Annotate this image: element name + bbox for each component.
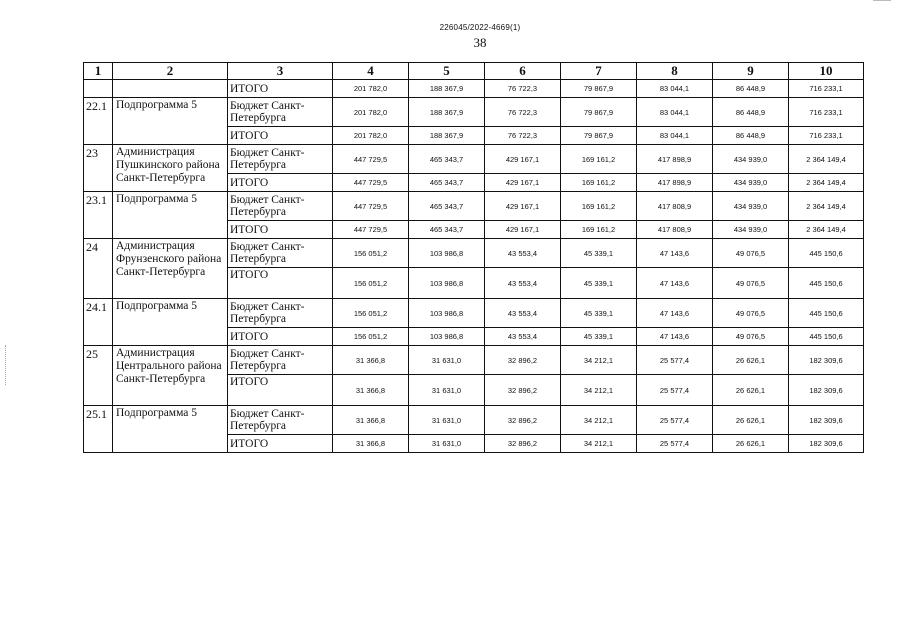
value-cell: 47 143,6 (637, 299, 713, 328)
value-cell: 188 367,9 (409, 80, 485, 98)
table-row (84, 80, 864, 98)
value-cell: 79 867,9 (561, 98, 637, 127)
value-cell: 417 808,9 (637, 221, 713, 239)
value-cell: 434 939,0 (713, 174, 789, 192)
row-name: Администрация Пушкинского района Санкт-Петербурга (113, 145, 228, 192)
value-cell: 447 729,5 (333, 174, 409, 192)
value-cell: 182 309,6 (789, 346, 864, 375)
row-name: Подпрограмма 5 (113, 299, 228, 346)
value-cell: 434 939,0 (713, 192, 789, 221)
row-source: Бюджет Санкт-Петербурга (228, 145, 333, 174)
row-name: Администрация Фрунзенского района Санкт-Петербурга (113, 239, 228, 299)
row-source: ИТОГО (228, 221, 333, 239)
value-cell: 201 782,0 (333, 80, 409, 98)
value-cell: 445 150,6 (789, 239, 864, 268)
value-cell: 465 343,7 (409, 174, 485, 192)
value-cell: 417 898,9 (637, 145, 713, 174)
page-number: 38 (473, 35, 487, 50)
value-cell: 716 233,1 (789, 98, 864, 127)
value-cell: 79 867,9 (561, 80, 637, 98)
value-cell: 156 051,2 (333, 328, 409, 346)
row-index: 25.1 (84, 406, 113, 453)
value-cell: 26 626,1 (713, 375, 789, 406)
value-cell: 34 212,1 (561, 435, 637, 453)
row-name: Подпрограмма 5 (113, 192, 228, 239)
value-cell: 45 339,1 (561, 268, 637, 299)
value-cell: 156 051,2 (333, 299, 409, 328)
value-cell: 169 161,2 (561, 192, 637, 221)
value-cell: 188 367,9 (409, 127, 485, 145)
row-source: ИТОГО (228, 174, 333, 192)
corner-mark (873, 0, 891, 1)
table-row (84, 406, 864, 435)
value-cell: 76 722,3 (485, 98, 561, 127)
header-row (84, 63, 864, 80)
value-cell: 45 339,1 (561, 299, 637, 328)
value-cell: 465 343,7 (409, 192, 485, 221)
value-cell: 182 309,6 (789, 406, 864, 435)
value-cell: 2 364 149,4 (789, 145, 864, 174)
value-cell: 716 233,1 (789, 127, 864, 145)
value-cell: 31 631,0 (409, 435, 485, 453)
value-cell: 32 896,2 (485, 435, 561, 453)
row-index: 25 (84, 346, 113, 406)
value-cell: 47 143,6 (637, 328, 713, 346)
value-cell: 34 212,1 (561, 375, 637, 406)
row-name: Подпрограмма 5 (113, 98, 228, 145)
table-row (84, 192, 864, 221)
value-cell: 169 161,2 (561, 221, 637, 239)
value-cell: 31 366,8 (333, 346, 409, 375)
value-cell: 86 448,9 (713, 98, 789, 127)
value-cell: 429 167,1 (485, 192, 561, 221)
value-cell: 31 631,0 (409, 406, 485, 435)
row-source: ИТОГО (228, 328, 333, 346)
value-cell: 188 367,9 (409, 98, 485, 127)
value-cell: 103 986,8 (409, 328, 485, 346)
column-header: 10 (789, 63, 864, 80)
column-header: 2 (113, 63, 228, 80)
value-cell: 417 898,9 (637, 174, 713, 192)
value-cell: 49 076,5 (713, 299, 789, 328)
value-cell: 182 309,6 (789, 435, 864, 453)
value-cell: 32 896,2 (485, 406, 561, 435)
value-cell: 445 150,6 (789, 328, 864, 346)
value-cell: 76 722,3 (485, 127, 561, 145)
table-row (84, 98, 864, 127)
value-cell: 31 366,8 (333, 375, 409, 406)
row-source: Бюджет Санкт-Петербурга (228, 98, 333, 127)
value-cell: 2 364 149,4 (789, 174, 864, 192)
value-cell: 26 626,1 (713, 435, 789, 453)
column-header: 4 (333, 63, 409, 80)
value-cell: 2 364 149,4 (789, 192, 864, 221)
column-header: 6 (485, 63, 561, 80)
value-cell: 31 366,8 (333, 435, 409, 453)
value-cell: 716 233,1 (789, 80, 864, 98)
value-cell: 25 577,4 (637, 435, 713, 453)
value-cell: 76 722,3 (485, 80, 561, 98)
row-source: ИТОГО (228, 375, 333, 406)
value-cell: 417 808,9 (637, 192, 713, 221)
row-source: Бюджет Санкт-Петербурга (228, 346, 333, 375)
value-cell: 447 729,5 (333, 221, 409, 239)
value-cell: 429 167,1 (485, 145, 561, 174)
row-source: Бюджет Санкт-Петербурга (228, 406, 333, 435)
value-cell: 79 867,9 (561, 127, 637, 145)
row-source: ИТОГО (228, 80, 333, 98)
value-cell: 103 986,8 (409, 239, 485, 268)
value-cell: 2 364 149,4 (789, 221, 864, 239)
value-cell: 31 631,0 (409, 375, 485, 406)
value-cell: 43 553,4 (485, 239, 561, 268)
value-cell: 25 577,4 (637, 375, 713, 406)
value-cell: 447 729,5 (333, 145, 409, 174)
column-header: 9 (713, 63, 789, 80)
value-cell: 156 051,2 (333, 268, 409, 299)
value-cell: 43 553,4 (485, 328, 561, 346)
value-cell: 49 076,5 (713, 239, 789, 268)
value-cell: 429 167,1 (485, 174, 561, 192)
row-name (113, 80, 228, 98)
row-name: Подпрограмма 5 (113, 406, 228, 453)
value-cell: 86 448,9 (713, 80, 789, 98)
budget-table (83, 62, 864, 453)
value-cell: 34 212,1 (561, 346, 637, 375)
value-cell: 43 553,4 (485, 299, 561, 328)
row-index: 23.1 (84, 192, 113, 239)
row-index: 24.1 (84, 299, 113, 346)
value-cell: 47 143,6 (637, 239, 713, 268)
value-cell: 34 212,1 (561, 406, 637, 435)
table-row (84, 346, 864, 375)
value-cell: 445 150,6 (789, 268, 864, 299)
value-cell: 169 161,2 (561, 174, 637, 192)
row-index: 23 (84, 145, 113, 192)
value-cell: 103 986,8 (409, 268, 485, 299)
value-cell: 45 339,1 (561, 239, 637, 268)
value-cell: 156 051,2 (333, 239, 409, 268)
value-cell: 465 343,7 (409, 145, 485, 174)
value-cell: 86 448,9 (713, 127, 789, 145)
row-name: Администрация Центрального района Санкт-Петербурга (113, 346, 228, 406)
value-cell: 26 626,1 (713, 346, 789, 375)
value-cell: 32 896,2 (485, 346, 561, 375)
value-cell: 434 939,0 (713, 221, 789, 239)
value-cell: 43 553,4 (485, 268, 561, 299)
value-cell: 447 729,5 (333, 192, 409, 221)
value-cell: 26 626,1 (713, 406, 789, 435)
column-header: 1 (84, 63, 113, 80)
column-header: 5 (409, 63, 485, 80)
value-cell: 31 631,0 (409, 346, 485, 375)
row-source: Бюджет Санкт-Петербурга (228, 192, 333, 221)
value-cell: 45 339,1 (561, 328, 637, 346)
row-index: 22.1 (84, 98, 113, 145)
value-cell: 434 939,0 (713, 145, 789, 174)
margin-mark (5, 345, 6, 385)
value-cell: 49 076,5 (713, 328, 789, 346)
row-source: Бюджет Санкт-Петербурга (228, 239, 333, 268)
row-index: 24 (84, 239, 113, 299)
document-code: 226045/2022-4669(1) (439, 23, 521, 32)
value-cell: 83 044,1 (637, 80, 713, 98)
table-row (84, 299, 864, 328)
column-header: 8 (637, 63, 713, 80)
table-row (84, 145, 864, 174)
table-row (84, 239, 864, 268)
value-cell: 31 366,8 (333, 406, 409, 435)
value-cell: 169 161,2 (561, 145, 637, 174)
row-source: ИТОГО (228, 127, 333, 145)
value-cell: 83 044,1 (637, 98, 713, 127)
column-header: 3 (228, 63, 333, 80)
value-cell: 429 167,1 (485, 221, 561, 239)
value-cell: 32 896,2 (485, 375, 561, 406)
row-source: Бюджет Санкт-Петербурга (228, 299, 333, 328)
column-header: 7 (561, 63, 637, 80)
value-cell: 25 577,4 (637, 406, 713, 435)
value-cell: 49 076,5 (713, 268, 789, 299)
value-cell: 83 044,1 (637, 127, 713, 145)
row-index (84, 80, 113, 98)
value-cell: 47 143,6 (637, 268, 713, 299)
value-cell: 445 150,6 (789, 299, 864, 328)
row-source: ИТОГО (228, 268, 333, 299)
row-source: ИТОГО (228, 435, 333, 453)
value-cell: 201 782,0 (333, 98, 409, 127)
value-cell: 465 343,7 (409, 221, 485, 239)
value-cell: 103 986,8 (409, 299, 485, 328)
value-cell: 182 309,6 (789, 375, 864, 406)
value-cell: 25 577,4 (637, 346, 713, 375)
value-cell: 201 782,0 (333, 127, 409, 145)
